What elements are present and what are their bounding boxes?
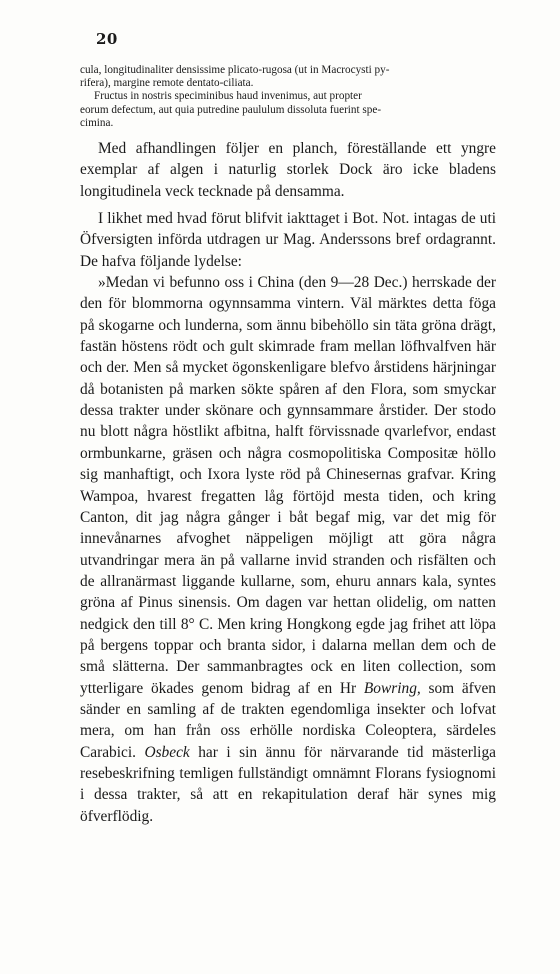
main-text [80,138,496,827]
page-number: 20 [96,30,118,48]
paragraph-letter-intro: I likhet med hvad förut blifvit iakttaget i Bot. Not. intagas de uti Öfversigten införda utdragen ur Mag. Anderssons bref ordagrannt. De hafva följande lydelse: [80,210,496,270]
quote-text-part-1: »Medan vi befunno oss i China (den 9—28 Dec.) herrskade der den för blommorna ogynnsamma vintern. Väl märktes detta föga på skogarne och lunderna, som ännu bibehöllo sin täta gröna drägt, fastän höstens rödt och gult skimrade fram mellan löfhvalfven här och der. Men så mycket ögonskenligare blefvo årstidens härjningar då botanisten på marken sökte spåren af den Flora, som smyckar dessa trakter under skönare och gynnsammare årstider. Der stodo nu blott några höstlikt afbitna, halft förvissnade qvarlefvor, endast ormbunkarne, gräsen och några cosmopolitiska Compositæ höllo sig manhaftigt, och Ixora lyste röd på Chinesernas grafvar. Kring Wampoa, hvarest fregatten låg förtöjd mesta tiden, och kring Canton, dit jag några gånger i båt begaf mig, var det mig för innevånarnes afvoghet näppeligen möjligt att göra några utvandringar mera än på vallarne invid stranden och risfälten och de allranärmast liggande kullarne, som, ehuru annars kala, syntes gröna af Pinus sinensis. Om dagen var hettan olidelig, om natten nedgick den till 8° C. Men kring Hongkong egde jag frihet att löpa på bergens toppar och branta sidor, i dalarna mellan dem och de små slätterna. Der sammanbragtes ock en liten collection, som ytterligare ökades genom bidrag af en Hr [80,274,496,697]
footnote-line: cimina. [80,116,114,129]
footnote-line: rifera), margine remote dentato-ciliata. [80,77,254,90]
footnote-line: eorum defectum, aut quia putredine paululum dissoluta fuerint spe- [80,103,382,116]
quote-text-part-3: har i sin ännu för närvarande tid mästerliga resebeskrifning temligen fullständigt omnämnt Florans fysiognomi i dessa trakter, så att en rekapitulation deraf här synes mig öfverflödig. [80,743,496,825]
footnote-line: Fructus in nostris speciminibus haud invenimus, aut propter [94,90,362,103]
latin-footnote [80,64,490,130]
footnote-line: cula, longitudinaliter densissime plicato-rugosa (ut in Macrocysti py- [80,64,390,76]
person-name-osbeck: Osbeck [144,743,190,761]
quote-text-part-2: som äfven sänder en samling af de trakten egendomliga insekter och lofvat mera, om han från oss erhölle nordiska Coleoptera, särdeles Carabici. [80,679,497,761]
paragraph-letter-quote [80,272,496,827]
paragraph-plate-note: Med afhandlingen följer en planch, föreställande ett yngre exemplar af algen i naturlig storlek Dock äro icke bladens longitudinela veck tecknade på densamma. [80,140,496,200]
person-name-bowring: Bowring, [363,679,421,697]
